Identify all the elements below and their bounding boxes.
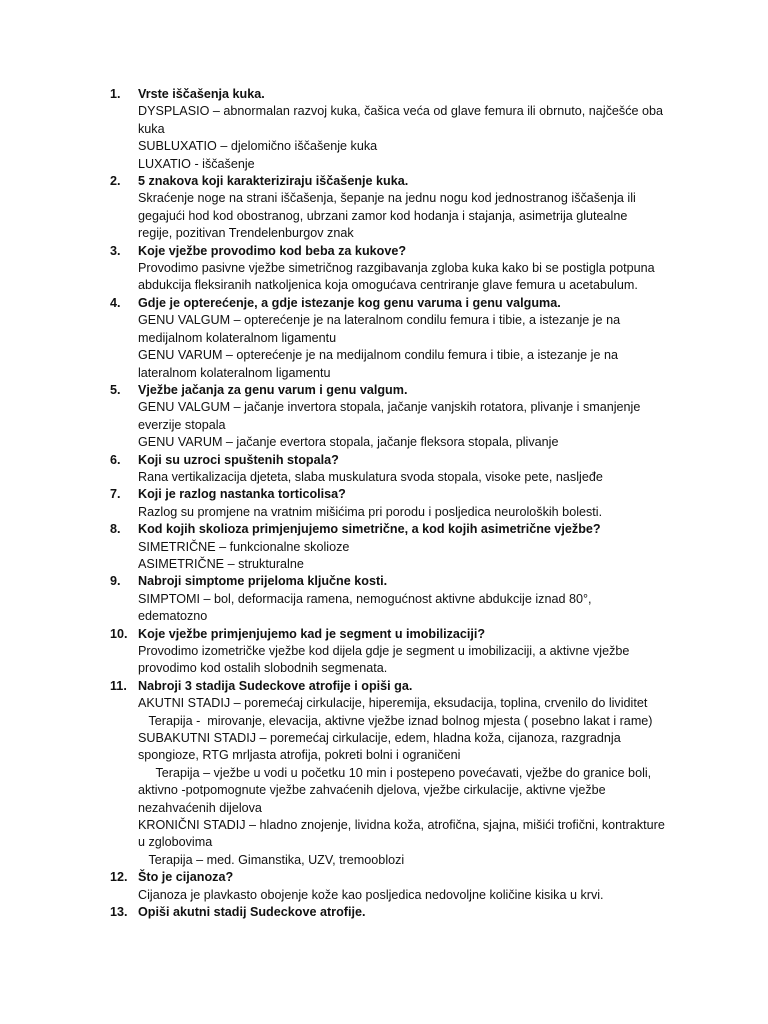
question-title: Gdje je opterećenje, a gdje istezanje kog genu varuma i genu valguma. [138, 295, 561, 310]
answer-line: AKUTNI STADIJ – poremećaj cirkulacije, hiperemija, eksudacija, toplina, crvenilo do lividitet [138, 696, 648, 711]
list-item [110, 678, 700, 869]
item-number: 8. [110, 522, 121, 537]
item-number: 3. [110, 243, 121, 258]
list-item [110, 86, 700, 173]
question-title: Opiši akutni stadij Sudeckove atrofije. [138, 905, 366, 920]
item-number: 5. [110, 382, 121, 397]
item-number: 11. [110, 678, 127, 693]
answer-line: Skraćenje noge na strani iščašenja, šepanje na jednu nogu kod jednostranog iščašenja ili [138, 191, 636, 206]
answer-line: SIMETRIČNE – funkcionalne skolioze [138, 539, 350, 554]
answer-line: DYSPLASIO – abnormalan razvoj kuka, čašica veća od glave femura ili obrnuto, najčešće oba [138, 104, 664, 119]
item-number: 9. [110, 574, 121, 589]
list-item [110, 173, 700, 243]
list-item [110, 382, 700, 452]
answer-line: abdukcija fleksiranih natkoljenica koja omogućava centriranje glave femura u acetabulum. [138, 278, 638, 293]
item-number: 4. [110, 295, 121, 310]
list-item [110, 452, 700, 487]
answer-line: regije, pozitivan Trendelenburgov znak [138, 226, 354, 241]
answer-line: Provodimo pasivne vježbe simetričnog razgibavanja zgloba kuka kako bi se postigla potpuna [138, 261, 655, 276]
question-title: Nabroji simptome prijeloma ključne kosti. [138, 574, 388, 589]
answer-line: SUBAKUTNI STADIJ – poremećaj cirkulacije, edem, hladna koža, cijanoza, razgradnja [138, 731, 621, 746]
answer-line: Provodimo izometričke vježbe kod dijela gdje je segment u imobilizaciji, a aktivne vježbe [138, 644, 630, 658]
item-number: 12. [110, 870, 128, 885]
answer-line: Terapija – med. Gimanstika, UZV, tremooblozi [138, 852, 405, 867]
list-item [110, 486, 700, 521]
answer-line: GENU VARUM – jačanje evertora stopala, jačanje fleksora stopala, plivanje [138, 435, 559, 450]
answer-line: GENU VALGUM – opterećenje je na lateralnom condilu femura i tibie, a istezanje je na [138, 313, 621, 328]
answer-line: spongioze, RTG mrljasta atrofija, pokreti bolni i ograničeni [138, 748, 461, 763]
answer-line: everzije stopala [138, 417, 226, 432]
answer-line: GENU VARUM – opterećenje je na medijalnom condilu femura i tibie, a istezanje je na [138, 348, 618, 363]
question-title: Koji je razlog nastanka torticolisa? [138, 487, 346, 502]
list-item [110, 869, 700, 904]
question-title: Nabroji 3 stadija Sudeckove atrofije i opiši ga. [138, 678, 413, 693]
list-item [110, 904, 700, 921]
answer-line: edematozno [138, 609, 208, 624]
question-title: Kod kojih skolioza primjenjujemo simetrične, a kod kojih asimetrične vježbe? [138, 522, 601, 537]
answer-line: Terapija – vježbe u vodi u početku 10 min i postepeno povećavati, vježbe do granice boli, [138, 765, 652, 780]
question-list [110, 86, 700, 922]
item-number: 2. [110, 174, 121, 189]
answer-line: provodimo kod ostalih slobodnih segmenata. [138, 661, 388, 676]
answer-line: nezahvaćenih dijelova [138, 800, 262, 815]
answer-line: kuka [138, 121, 165, 136]
question-title: Koje vježbe provodimo kod beba za kukove? [138, 243, 407, 258]
answer-line: u zglobovima [138, 835, 213, 850]
item-number: 13. [110, 905, 128, 920]
answer-line: Cijanoza je plavkasto obojenje kože kao posljedica nedovoljne količine kisika u krvi. [138, 887, 604, 902]
answer-line: lateralnom kolateralnom ligamentu [138, 365, 331, 380]
list-item [110, 521, 700, 573]
answer-line: GENU VALGUM – jačanje invertora stopala, jačanje vanjskih rotatora, plivanje i smanjenje [138, 400, 641, 415]
item-number: 6. [110, 452, 121, 467]
answer-line: aktivno -potpomognute vježbe zahvaćenih djelova, vježbe cirkulacije, aktivne vježbe [138, 783, 606, 798]
list-item [110, 243, 700, 295]
question-title: Što je cijanoza? [138, 870, 234, 885]
answer-line: SIMPTOMI – bol, deformacija ramena, nemogućnost aktivne abdukcije iznad 80°, [138, 591, 592, 606]
answer-line: Razlog su promjene na vratnim mišićima pri porodu i posljedica neuroloških bolesti. [138, 504, 603, 519]
answer-line: Rana vertikalizacija djeteta, slaba muskulatura svoda stopala, visoke pete, nasljeđe [138, 469, 603, 484]
item-number: 10. [110, 626, 128, 641]
question-title: Koji su uzroci spuštenih stopala? [138, 452, 339, 467]
item-number: 7. [110, 487, 121, 502]
answer-line: LUXATIO - iščašenje [138, 156, 255, 171]
list-item [110, 626, 700, 678]
answer-line: Terapija - mirovanje, elevacija, aktivne vježbe iznad bolnog mjesta ( posebno lakat i rame) [138, 713, 653, 728]
question-title: Koje vježbe primjenjujemo kad je segment u imobilizaciji? [138, 626, 486, 641]
question-title: Vrste iščašenja kuka. [138, 87, 265, 101]
answer-line: gegajući hod kod obostranog, ubrzani zamor kod hodanja i stajanja, asimetrija glutealne [138, 208, 628, 223]
item-number: 1. [110, 87, 121, 101]
list-item [110, 573, 700, 625]
answer-line: SUBLUXATIO – djelomično iščašenje kuka [138, 139, 378, 154]
list-item [110, 295, 700, 382]
answer-line: medijalnom kolateralnom ligamentu [138, 330, 337, 345]
answer-line: KRONIČNI STADIJ – hladno znojenje, lividna koža, atrofična, sjajna, mišići trofični, kontrakture [138, 818, 665, 833]
question-title: 5 znakova koji karakteriziraju iščašenje kuka. [138, 174, 409, 189]
question-title: Vježbe jačanja za genu varum i genu valgum. [138, 382, 408, 397]
answer-line: ASIMETRIČNE – strukturalne [138, 556, 304, 571]
